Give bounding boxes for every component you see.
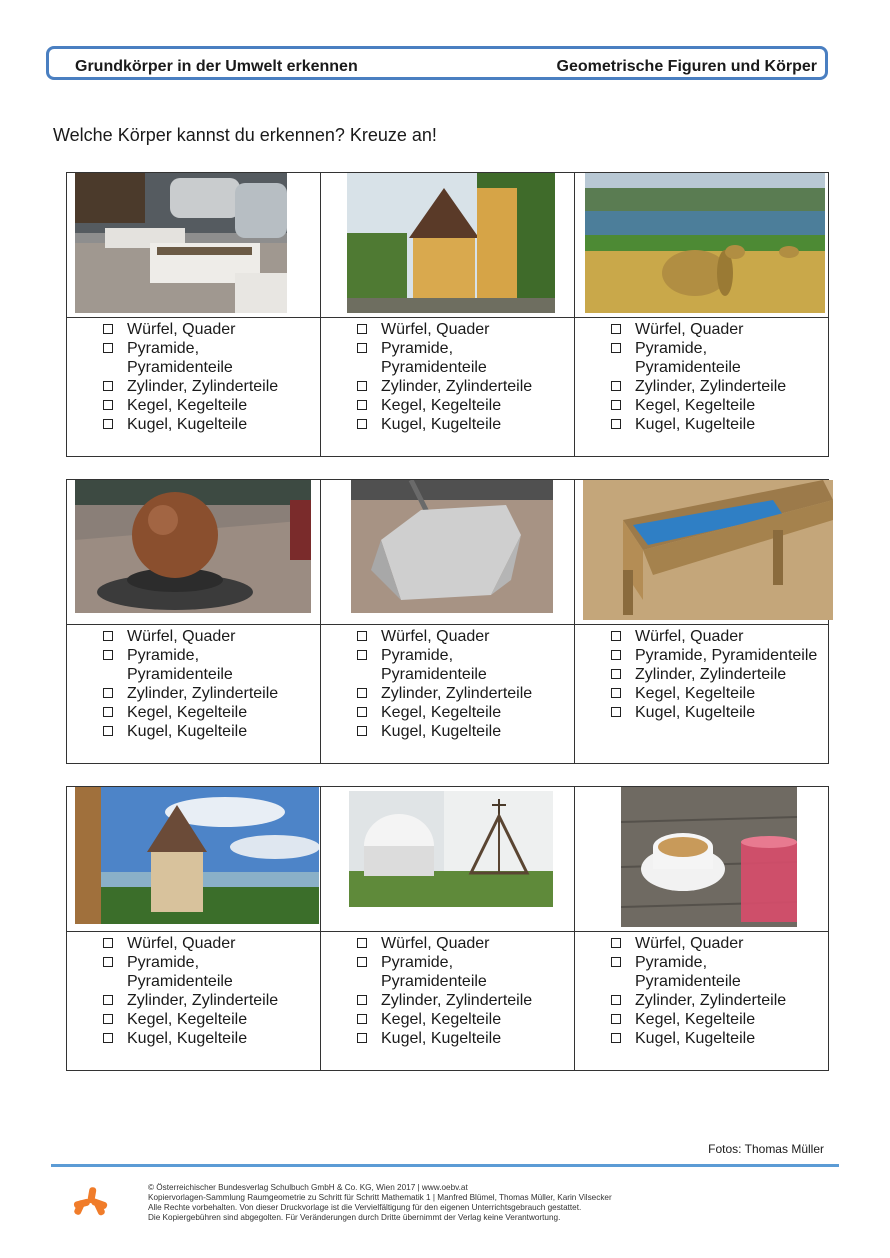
checkbox[interactable]: [357, 631, 367, 641]
photo-cell-observatory: [321, 787, 575, 932]
checkbox[interactable]: [611, 650, 621, 660]
photo-stone-sphere-fountain: [75, 480, 311, 613]
checkbox[interactable]: [357, 1014, 367, 1024]
option-label: Pyramidenteile: [127, 359, 233, 376]
option-label: Würfel, Quader: [381, 321, 490, 338]
option-label: Pyramidenteile: [635, 973, 741, 990]
option-item[interactable]: [103, 722, 278, 741]
checkbox[interactable]: [611, 381, 621, 391]
options-cell-2: [321, 318, 575, 457]
checkbox[interactable]: [103, 957, 113, 967]
option-label: Würfel, Quader: [635, 628, 744, 645]
option-item[interactable]: [103, 934, 278, 953]
option-item[interactable]: [611, 953, 786, 972]
option-label: Kugel, Kugelteile: [127, 1030, 248, 1047]
photo-round-tower-cone-roof: [75, 787, 319, 924]
footer-line-4: Die Kopiergebühren sind abgegolten. Für Veränderungen durch Dritte übernimmt der Verlag keine Verantwortung.: [148, 1213, 561, 1222]
checkbox[interactable]: [611, 669, 621, 679]
chapter-title: Geometrische Figuren und Körper: [556, 58, 817, 75]
checkbox[interactable]: [357, 419, 367, 429]
option-item[interactable]: [611, 646, 817, 665]
option-item[interactable]: [357, 339, 532, 358]
option-item[interactable]: [611, 991, 786, 1010]
checkbox[interactable]: [611, 1033, 621, 1043]
checkbox[interactable]: [103, 995, 113, 1005]
exercise-table-row-3: [66, 786, 829, 1071]
option-item-continuation: [357, 972, 532, 991]
option-item[interactable]: [357, 1010, 532, 1029]
option-item[interactable]: [611, 1010, 786, 1029]
photo-tower-pyramid-roof: [347, 173, 555, 313]
option-label: Kegel, Kegelteile: [635, 685, 756, 702]
option-label: Kugel, Kugelteile: [127, 416, 248, 433]
checkbox[interactable]: [103, 343, 113, 353]
worksheet-title: Grundkörper in der Umwelt erkennen: [75, 58, 358, 75]
option-item[interactable]: [357, 953, 532, 972]
checkbox[interactable]: [103, 726, 113, 736]
checkbox[interactable]: [103, 631, 113, 641]
checkbox[interactable]: [611, 1014, 621, 1024]
checkbox[interactable]: [611, 343, 621, 353]
option-item[interactable]: [103, 991, 278, 1010]
footer-divider: [51, 1164, 839, 1167]
checkbox[interactable]: [103, 1014, 113, 1024]
checkbox[interactable]: [103, 324, 113, 334]
options-cell-5: [321, 625, 575, 764]
option-item-continuation: [357, 358, 532, 377]
checkbox[interactable]: [357, 688, 367, 698]
photo-cell-benches: [67, 173, 321, 318]
option-label: Würfel, Quader: [127, 321, 236, 338]
option-item[interactable]: [357, 415, 532, 434]
option-label: Kugel, Kugelteile: [381, 723, 502, 740]
option-label: Kegel, Kegelteile: [635, 397, 756, 414]
option-item-continuation: [103, 358, 278, 377]
option-item[interactable]: [357, 722, 532, 741]
option-item[interactable]: [103, 646, 278, 665]
checkbox[interactable]: [357, 995, 367, 1005]
options-cell-8: [321, 932, 575, 1071]
checkbox[interactable]: [103, 419, 113, 429]
option-label: Kegel, Kegelteile: [381, 397, 502, 414]
checkbox[interactable]: [103, 707, 113, 717]
header-bar: [46, 46, 828, 80]
option-item[interactable]: [357, 684, 532, 703]
option-label: Kugel, Kugelteile: [635, 704, 756, 721]
option-label: Kegel, Kegelteile: [127, 704, 248, 721]
option-label: Pyramide,: [381, 647, 454, 664]
checkbox[interactable]: [611, 400, 621, 410]
footer-line-1: © Österreichischer Bundesverlag Schulbuch GmbH & Co. KG, Wien 2017 | www.oebv.at: [148, 1183, 468, 1192]
option-label: Würfel, Quader: [381, 628, 490, 645]
option-item[interactable]: [103, 684, 278, 703]
options-cell-1: [67, 318, 321, 457]
option-label: Kegel, Kegelteile: [635, 1011, 756, 1028]
option-label: Pyramide,: [635, 954, 708, 971]
checkbox[interactable]: [611, 419, 621, 429]
option-item[interactable]: [357, 991, 532, 1010]
footer-line-3: Alle Rechte vorbehalten. Von dieser Druckvorlage ist die Vervielfältigung für den eigenen Unterrichtsgebrauch gestattet.: [148, 1203, 582, 1212]
option-label: Kegel, Kegelteile: [127, 1011, 248, 1028]
option-item[interactable]: [103, 953, 278, 972]
checkbox[interactable]: [611, 324, 621, 334]
option-list: [103, 320, 278, 434]
option-label: Pyramide,: [381, 340, 454, 357]
option-item[interactable]: [611, 415, 786, 434]
photo-cell-haybales: [575, 173, 829, 318]
option-item[interactable]: [103, 627, 278, 646]
option-label: Pyramidenteile: [381, 973, 487, 990]
option-label: Kegel, Kegelteile: [381, 1011, 502, 1028]
options-cell-4: [67, 625, 321, 764]
option-label: Pyramidenteile: [127, 666, 233, 683]
photo-observatory-and-cross: [349, 791, 553, 907]
option-item[interactable]: [611, 665, 817, 684]
option-item[interactable]: [103, 320, 278, 339]
options-cell-9: [575, 932, 829, 1071]
option-list: [357, 934, 532, 1048]
option-label: Pyramide,: [127, 340, 200, 357]
option-item[interactable]: [611, 627, 817, 646]
option-label: Kugel, Kugelteile: [635, 1030, 756, 1047]
photo-credit: Fotos: Thomas Müller: [708, 1142, 824, 1156]
checkbox[interactable]: [103, 688, 113, 698]
option-list: [611, 320, 786, 434]
option-label: Pyramide,: [381, 954, 454, 971]
option-item[interactable]: [357, 646, 532, 665]
photo-stone-benches: [75, 173, 287, 313]
option-label: Zylinder, Zylinderteile: [635, 378, 787, 395]
option-item[interactable]: [103, 339, 278, 358]
option-item[interactable]: [611, 703, 817, 722]
checkbox[interactable]: [357, 650, 367, 660]
photo-cell-tower: [321, 173, 575, 318]
photo-cell-sandbox: [575, 480, 829, 625]
option-label: Pyramidenteile: [635, 359, 741, 376]
photo-cell-table: [575, 787, 829, 932]
option-label: Würfel, Quader: [635, 321, 744, 338]
option-item[interactable]: [611, 684, 817, 703]
photo-cell-round-tower: [67, 787, 321, 932]
photo-cell-block: [321, 480, 575, 625]
option-label: Zylinder, Zylinderteile: [127, 685, 279, 702]
option-label: Pyramide, Pyramidenteile: [635, 647, 818, 664]
option-label: Würfel, Quader: [127, 628, 236, 645]
checkbox[interactable]: [103, 381, 113, 391]
option-label: Zylinder, Zylinderteile: [635, 666, 787, 683]
option-item[interactable]: [103, 1029, 278, 1048]
checkbox[interactable]: [357, 726, 367, 736]
option-item[interactable]: [611, 320, 786, 339]
photo-hay-bales: [585, 173, 825, 313]
option-label: Würfel, Quader: [127, 935, 236, 952]
checkbox[interactable]: [357, 1033, 367, 1043]
checkbox[interactable]: [357, 938, 367, 948]
footer-line-2: Kopiervorlagen-Sammlung Raumgeometrie zu Schritt für Schritt Mathematik 1 | Manfred Blümel, Thomas Müller, Karin Vilsecker: [148, 1193, 612, 1202]
option-item-continuation: [103, 972, 278, 991]
option-item[interactable]: [357, 396, 532, 415]
option-item[interactable]: [357, 934, 532, 953]
option-list: [103, 627, 278, 741]
option-item[interactable]: [357, 377, 532, 396]
option-item[interactable]: [357, 703, 532, 722]
photo-cell-sphere: [67, 480, 321, 625]
checkbox[interactable]: [103, 938, 113, 948]
photo-cut-stone-block: [351, 480, 553, 613]
checkbox[interactable]: [357, 400, 367, 410]
photo-wooden-water-channel: [583, 480, 833, 620]
option-label: Pyramide,: [127, 647, 200, 664]
option-label: Zylinder, Zylinderteile: [381, 378, 533, 395]
option-label: Zylinder, Zylinderteile: [635, 992, 787, 1009]
options-cell-6: [575, 625, 829, 764]
options-cell-3: [575, 318, 829, 457]
option-label: Zylinder, Zylinderteile: [381, 992, 533, 1009]
option-label: Zylinder, Zylinderteile: [127, 378, 279, 395]
publisher-logo-icon: [72, 1185, 108, 1221]
option-label: Kugel, Kugelteile: [381, 1030, 502, 1047]
option-item[interactable]: [103, 703, 278, 722]
checkbox[interactable]: [357, 381, 367, 391]
exercise-table-row-1: [66, 172, 829, 457]
option-list: [611, 934, 786, 1048]
option-item-continuation: [357, 665, 532, 684]
checkbox[interactable]: [103, 1033, 113, 1043]
option-item[interactable]: [103, 1010, 278, 1029]
checkbox[interactable]: [357, 324, 367, 334]
option-label: Pyramidenteile: [127, 973, 233, 990]
option-item[interactable]: [357, 1029, 532, 1048]
checkbox[interactable]: [611, 688, 621, 698]
option-label: Pyramidenteile: [381, 666, 487, 683]
checkbox[interactable]: [611, 631, 621, 641]
checkbox[interactable]: [357, 957, 367, 967]
option-label: Kugel, Kugelteile: [127, 723, 248, 740]
option-item-continuation: [611, 972, 786, 991]
checkbox[interactable]: [103, 650, 113, 660]
option-item[interactable]: [103, 396, 278, 415]
option-label: Zylinder, Zylinderteile: [381, 685, 533, 702]
option-item[interactable]: [611, 339, 786, 358]
option-item[interactable]: [611, 934, 786, 953]
option-label: Würfel, Quader: [381, 935, 490, 952]
option-label: Pyramide,: [635, 340, 708, 357]
exercise-table-row-2: [66, 479, 829, 764]
option-item[interactable]: [103, 377, 278, 396]
checkbox[interactable]: [611, 957, 621, 967]
option-item[interactable]: [103, 415, 278, 434]
option-label: Würfel, Quader: [635, 935, 744, 952]
option-list: [103, 934, 278, 1048]
option-label: Pyramide,: [127, 954, 200, 971]
option-item[interactable]: [611, 1029, 786, 1048]
photo-cup-and-glass: [621, 787, 797, 927]
option-label: Kegel, Kegelteile: [381, 704, 502, 721]
option-label: Kegel, Kegelteile: [127, 397, 248, 414]
checkbox[interactable]: [611, 938, 621, 948]
checkbox[interactable]: [611, 995, 621, 1005]
option-item[interactable]: [611, 396, 786, 415]
option-item[interactable]: [357, 320, 532, 339]
option-item-continuation: [103, 665, 278, 684]
options-cell-7: [67, 932, 321, 1071]
option-list: [357, 320, 532, 434]
checkbox[interactable]: [357, 707, 367, 717]
option-item[interactable]: [611, 377, 786, 396]
footer-copyright: [148, 1183, 612, 1223]
option-list: [357, 627, 532, 741]
option-label: Pyramidenteile: [381, 359, 487, 376]
option-list: [611, 627, 817, 722]
option-label: Zylinder, Zylinderteile: [127, 992, 279, 1009]
option-item-continuation: [611, 358, 786, 377]
option-label: Kugel, Kugelteile: [381, 416, 502, 433]
option-item[interactable]: [357, 627, 532, 646]
checkbox[interactable]: [357, 343, 367, 353]
instruction-text: Welche Körper kannst du erkennen? Kreuze an!: [53, 125, 437, 145]
checkbox[interactable]: [611, 707, 621, 717]
option-label: Kugel, Kugelteile: [635, 416, 756, 433]
checkbox[interactable]: [103, 400, 113, 410]
